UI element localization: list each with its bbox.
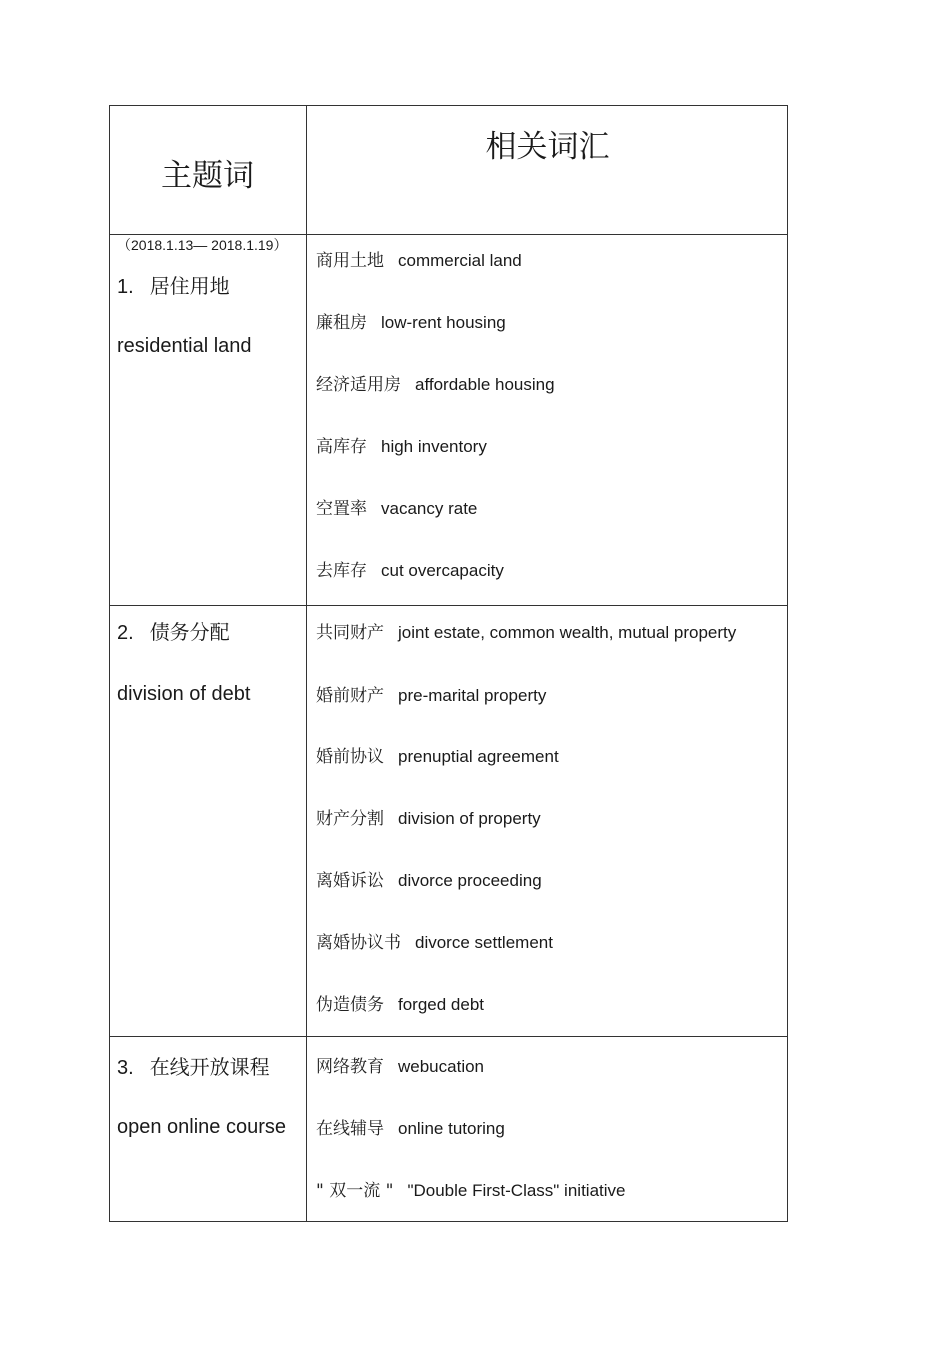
term-en: cut overcapacity [381, 561, 504, 580]
term-row [316, 1176, 625, 1201]
term-row [316, 804, 541, 829]
term-cn: 离婚诉讼 [316, 871, 384, 891]
section-3-topic-cn [117, 1051, 270, 1080]
term-cn: 离婚协议书 [316, 933, 401, 953]
term-en: high inventory [381, 437, 487, 456]
term-en: online tutoring [398, 1119, 505, 1138]
term-cn: 高库存 [316, 437, 367, 457]
term-row [316, 990, 484, 1015]
term-cn: 去库存 [316, 561, 367, 581]
table-border-top [109, 105, 788, 106]
term-en: pre-marital property [398, 686, 547, 705]
term-row [316, 866, 542, 891]
vocabulary-table [109, 105, 788, 1222]
table-border-left [109, 105, 110, 1222]
term-row [316, 556, 504, 581]
section-divider-1 [109, 605, 788, 606]
term-row [316, 681, 546, 706]
term-row [316, 742, 559, 767]
related-column-header: 相关词汇 [485, 129, 610, 164]
term-row [316, 494, 477, 519]
topic-column-header: 主题词 [161, 158, 254, 193]
section-1-topic-cn [117, 270, 230, 299]
term-en: forged debt [398, 995, 485, 1014]
section-2-topic-en: division of debt [117, 683, 251, 705]
section-2-topic-cn [117, 616, 230, 645]
term-en: joint estate, common wealth, mutual property [398, 623, 737, 642]
term-en: division of property [398, 809, 541, 828]
section-1-topic-en: residential land [117, 335, 252, 357]
term-row [316, 246, 522, 271]
section-3-number: 3. [117, 1057, 134, 1079]
term-cn: 经济适用房 [316, 375, 401, 395]
section-3-topic-cn-text: 在线开放课程 [149, 1057, 270, 1079]
term-en: vacancy rate [381, 499, 478, 518]
term-row [316, 432, 487, 457]
column-divider [306, 105, 307, 1222]
term-en: divorce proceeding [398, 871, 542, 890]
section-1-number: 1. [117, 276, 134, 298]
term-cn: 在线辅导 [316, 1119, 384, 1139]
section-1-topic-cn-text: 居住用地 [149, 276, 230, 298]
term-cn: 财产分割 [316, 809, 384, 829]
term-row [316, 308, 506, 333]
term-row [316, 1114, 505, 1139]
term-row [316, 618, 736, 643]
term-cn: " 双一流 " [316, 1181, 394, 1201]
table-border-bottom [109, 1221, 788, 1222]
term-row [316, 928, 553, 953]
date-range: （2018.1.13— 2018.1.19） [117, 237, 288, 253]
term-en: divorce settlement [415, 933, 553, 952]
term-cn: 共同财产 [316, 623, 384, 643]
section-3-topic-en: open online course [117, 1116, 287, 1138]
term-en: "Double First-Class" initiative [407, 1181, 626, 1200]
term-en: webucation [398, 1057, 485, 1076]
section-2-topic-cn-text: 债务分配 [149, 622, 230, 644]
term-row [316, 370, 555, 395]
section-2-number: 2. [117, 622, 134, 644]
term-cn: 网络教育 [316, 1057, 384, 1077]
term-en: commercial land [398, 251, 522, 270]
term-row [316, 1052, 484, 1077]
term-en: affordable housing [415, 375, 555, 394]
section-divider-2 [109, 1036, 788, 1037]
term-cn: 婚前财产 [316, 686, 384, 706]
term-cn: 廉租房 [316, 313, 367, 333]
term-en: low-rent housing [381, 313, 506, 332]
table-border-right [787, 105, 788, 1222]
term-cn: 空置率 [316, 499, 367, 519]
term-en: prenuptial agreement [398, 747, 559, 766]
term-cn: 婚前协议 [316, 747, 384, 767]
term-cn: 伪造债务 [316, 995, 384, 1015]
term-cn: 商用土地 [316, 251, 384, 271]
